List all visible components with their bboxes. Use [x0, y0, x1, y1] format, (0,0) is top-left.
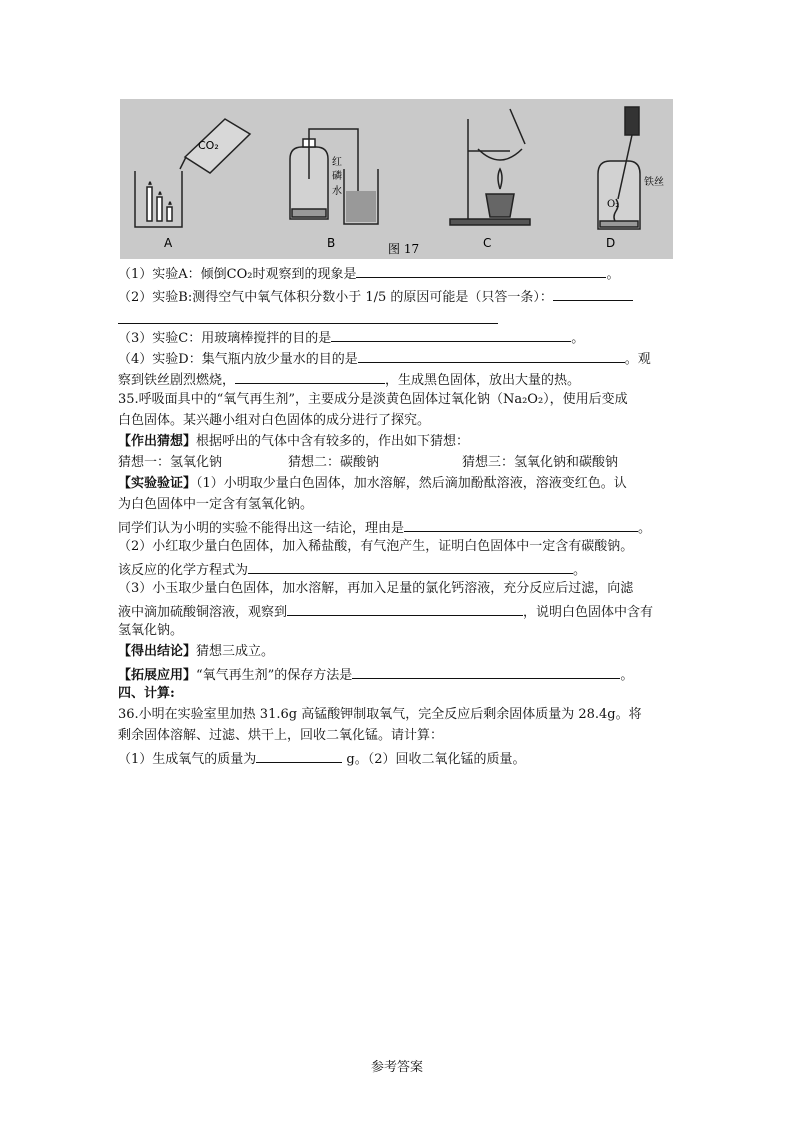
answer-blank — [404, 516, 638, 532]
footer-answer-key: 参考答案 — [370, 1060, 423, 1075]
iron-label: 铁丝 — [644, 177, 664, 188]
answer-blank — [287, 600, 523, 616]
q34-text-4: （4）实验D：集气瓶内放少量水的目的是 — [118, 352, 358, 367]
label-a: A — [164, 236, 173, 250]
q35-conclusion — [118, 642, 274, 662]
apparatus-d — [598, 107, 640, 229]
label-c: C — [483, 236, 492, 250]
q35-verify-8: 氢氧化钠。 — [118, 623, 184, 638]
q35-guess-list — [118, 453, 222, 473]
conclusion-text: 猜想三成立。 — [196, 644, 275, 659]
q34-text-1: （1）实验A：倾倒CO₂时观察到的现象是 — [118, 267, 357, 282]
q34-line-1: （1）实验A：倾倒CO₂时观察到的现象是 。 — [118, 262, 620, 285]
q36-line-1: 36.小明在实验室里加热 31.6g 高锰酸钾制取氧气，完全反应后剩余固体质量为 28.4g。将 — [118, 707, 642, 722]
figure-caption: 图 17 — [388, 242, 420, 256]
answer-blank — [356, 262, 606, 278]
verify-tag: 【实验验证】 — [118, 476, 197, 491]
experiment-figure — [120, 99, 673, 259]
co2-label: CO₂ — [198, 139, 219, 152]
q35-extension: 【拓展应用】“氧气再生剂”的保存方法是 。 — [118, 663, 633, 686]
q35-verify-5: 该反应的化学方程式为 。 — [118, 558, 586, 581]
q35-guess-2: 猜想二：碳酸钠 — [288, 455, 380, 470]
section-4-heading: 四、计算: — [118, 686, 175, 701]
q35-guess — [118, 432, 469, 452]
red-label-1: 红 — [332, 157, 342, 168]
apparatus-a — [135, 119, 250, 227]
o2-label: O₂ — [607, 199, 620, 210]
q34-text-2: （2）实验B:测得空气中氧气体积分数小于 1/5 的原因可能是（只答一条）： — [118, 290, 553, 305]
extension-tag: 【拓展应用】 — [118, 668, 197, 683]
q34-line-3: （3）实验C：用玻璃棒搅拌的目的是 。 — [118, 326, 584, 349]
answer-blank — [248, 558, 573, 574]
answer-blank — [352, 663, 620, 679]
q35-verify — [118, 474, 627, 494]
red-label-2: 磷 — [332, 171, 342, 182]
label-d: D — [606, 236, 616, 250]
verify-text: （1）小明取少量白色固体，加水溶解，然后滴加酚酞溶液，溶液变红色。认 — [196, 476, 627, 491]
answer-blank — [358, 347, 625, 363]
q35-line-2: 白色固体。某兴趣小组对白色固体的成分进行了探究。 — [118, 413, 431, 428]
q35-line-1: 35.呼吸面具中的“氧气再生剂”，主要成分是淡黄色固体过氧化钠（Na₂O₂），使用后变成 — [118, 392, 628, 407]
guess-tag: 【作出猜想】 — [118, 434, 197, 449]
apparatus-drawing — [120, 99, 673, 259]
q35-verify-4: （2）小红取少量白色固体，加入稀盐酸，有气泡产生，证明白色固体中一定含有碳酸钠。 — [118, 539, 634, 554]
apparatus-c — [450, 109, 530, 225]
q36-line-2: 剩余固体溶解、过滤、烘干上，回收二氧化锰。请计算： — [118, 728, 444, 743]
q34-text-3: （3）实验C：用玻璃棒搅拌的目的是 — [118, 331, 332, 346]
q34-line-4: （4）实验D：集气瓶内放少量水的目的是 。观 — [118, 347, 651, 370]
guess-text: 根据呼出的气体中含有较多的，作出如下猜想： — [196, 434, 470, 449]
q35-verify-2: 为白色固体中一定含有氢氧化钠。 — [118, 497, 314, 512]
answer-blank — [235, 368, 385, 384]
water-label: 水 — [332, 186, 342, 197]
answer-blank — [256, 747, 342, 763]
conclusion-tag: 【得出结论】 — [118, 644, 197, 659]
answer-blank — [553, 285, 633, 301]
q34-text-5: 察到铁丝剧烈燃烧， — [118, 373, 236, 388]
guess-1: 猜想一：氢氧化钠 — [118, 455, 223, 470]
q34-line-5: 察到铁丝剧烈燃烧， ，生成黑色固体，放出大量的热。 — [118, 368, 580, 391]
q35-verify-6: （3）小玉取少量白色固体，加水溶解，再加入足量的氯化钙溶液，充分反应后过滤，向滤 — [118, 581, 634, 596]
answer-blank — [331, 326, 571, 342]
label-b: B — [327, 236, 336, 250]
q35-verify-3: 同学们认为小明的实验不能得出这一结论，理由是 。 — [118, 516, 651, 539]
q35-guess-3: 猜想三：氢氧化钠和碳酸钠 — [462, 455, 619, 470]
q36-line-3: （1）生成氧气的质量为 g。（2）回收二氧化锰的质量。 — [118, 747, 526, 770]
q35-verify-7: 液中滴加硫酸铜溶液，观察到 ，说明白色固体中含有 — [118, 600, 653, 623]
answer-blank — [118, 308, 498, 324]
q34-line-2 — [118, 285, 633, 308]
